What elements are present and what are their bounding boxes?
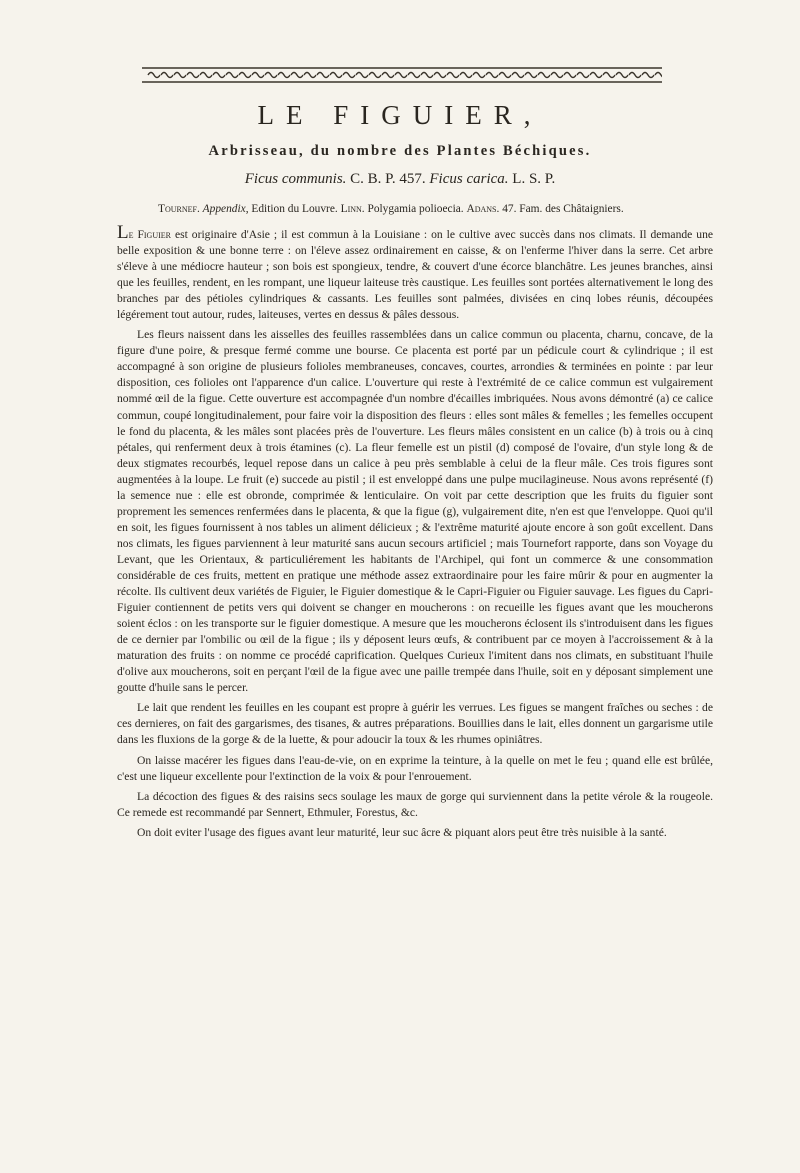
ornament-motif — [174, 73, 186, 78]
ornament-motif — [278, 73, 290, 78]
ornament-motif — [161, 73, 173, 78]
latin-names — [0, 171, 800, 188]
ornament-motif — [603, 73, 615, 78]
page-subtitle: Arbrisseau, du nombre des Plantes Béchiques. — [208, 143, 592, 159]
ornament-motif — [395, 73, 407, 78]
ornament-motif — [330, 73, 342, 78]
ornament-motif — [291, 73, 303, 78]
ref-adans-detail: 47. Fam. des Châtaigniers. — [502, 203, 624, 215]
ornament-motif — [213, 73, 225, 78]
paragraph-1 — [117, 223, 713, 323]
ornament-motif — [655, 73, 662, 78]
body-text — [117, 223, 713, 845]
paragraph-1-text: est originaire d'Asie ; il est commun à la Louisiane : on le cultive avec succès dans nos climats. Il demande une belle exposition & une bonne terre : on l'éleve assez ordinairement en caisse, & on l'enferme l'hiver dans la serre. Cet arbre s'éleve à une médiocre hauteur ; son bois est spongieux, tendre, & couvert d'une écorce blanchâtre. Les jeunes branches, ainsi que les feuilles, rendent, en les rompant, une liqueur laiteuse très caustique. Les feuilles sont portées alternativement le long des branches par des pétioles cylindriques & cassants. Les feuilles sont palmées, divisées en cinq lobes réunis, découpées légérement tout autour, rudes, laiteuses, vertes en dessus & pâles dessous. — [117, 228, 714, 322]
ornament-motif — [265, 73, 277, 78]
ornament-motif — [642, 73, 654, 78]
paragraph-6: On doit eviter l'usage des figues avant leur maturité, leur suc âcre & piquant alors peut être très nuisible à la santé. — [137, 825, 667, 839]
ornament-motif — [512, 73, 524, 78]
paragraph-1-lead: e Figuier — [128, 228, 172, 241]
ornament-motif — [252, 73, 264, 78]
ornament-motif — [421, 73, 433, 78]
ornament-motif — [577, 73, 589, 78]
ref-edition: , Edition du Louvre. — [245, 203, 341, 215]
ornament-motif — [239, 73, 251, 78]
ornament-motif — [538, 73, 550, 78]
paragraph-4: On laisse macérer les figues dans l'eau-de-vie, on en exprime la teinture, à la quelle on met le feu ; quand elle est brûlée, c'est une liqueur excellente pour l'extinction de la voix & pour l'enrouement. — [117, 753, 713, 783]
ornament-motif — [200, 73, 212, 78]
ornament-motif — [499, 73, 511, 78]
ornament-motif — [460, 73, 472, 78]
ornament-motif — [525, 73, 537, 78]
ornament-motif — [447, 73, 459, 78]
latin-ref-2: L. S. P. — [508, 171, 556, 187]
ornament-motif — [616, 73, 628, 78]
ornament-motif — [486, 73, 498, 78]
paragraph-5: La décoction des figues & des raisins secs soulage les maux de gorge qui surviennent dans la petite vérole & la rougeole. Ce remede est recommandé par Sennert, Ethmuler, Forestus, &c. — [117, 789, 713, 819]
ref-linn: Linn. — [340, 203, 368, 215]
bibliographic-references — [158, 203, 718, 215]
ornament-motif — [148, 73, 160, 78]
ornament-motif — [317, 73, 329, 78]
latin-ref-1: C. B. P. 457. — [346, 171, 430, 187]
drop-cap: L — [117, 222, 129, 243]
ref-tournef: Tournef. — [158, 203, 203, 215]
ornament-motif — [369, 73, 381, 78]
ref-appendix: Appendix — [202, 203, 246, 215]
ornament-motif — [551, 73, 563, 78]
ornament-motif — [473, 73, 485, 78]
ornament-motif — [304, 73, 316, 78]
ornament-motif — [629, 73, 641, 78]
ornament-motif — [187, 73, 199, 78]
ornament-motif — [356, 73, 368, 78]
ref-adans: Adans. — [466, 203, 503, 215]
ornament-motif — [343, 73, 355, 78]
latin-name-2: Ficus carica. — [429, 171, 509, 187]
ornament-motif — [590, 73, 602, 78]
ref-linn-class: Polygamia polioecia. — [367, 203, 467, 215]
paragraph-2: Les fleurs naissent dans les aisselles des feuilles rassemblées dans un calice commun ou placenta, charnu, concave, de la figure d'une poire, & presque fermé comme une bourse. Ce placenta est porté par un pédicule court & cylindrique ; il est accompagné à son origine de plusieurs folioles membraneuses, concaves, courtes, arrondies & terminées en pointe : par leur disposition, ces folioles ont l'apparence d'un calice. L'ouverture qui reste à l'extrémité de ce calice commun est vulgairement nommé œil de la figue. Cette ouverture est accompagnée d'un nombre d'écailles imbriquées. Nous avons démontré (a) ce calice commun, coupé longitudinalement, pour faire voir la disposition des fleurs : elles sont mâles & femelles ; les femelles occupent le fond du placenta, & les mâles sont placées près de l'ouverture. Les fleurs mâles consistent en un calice (b) à trois ou à cinq pétales, qui renferment deux à trois étamines (c). La fleur femelle est un pistil (d) composé de l'ovaire, d'un style long & de deux stigmates recourbés, lequel repose dans un calice à peu près semblable à celui de la fleur mâle. Ces trois figures sont augmentées à la loupe. Le fruit (e) succede au pistil ; il est enveloppé dans une pulpe mucilagineuse. Nous avons représenté (f) la semence nue : elle est obronde, comprimée & lenticulaire. On voit par cette description que les fruits du figuier sont proprement les semences renfermées dans le placenta, & que la figue (g), vulgairement dite, n'en est que l'enveloppe. Quoi qu'il en soit, les figues fournissent à nos tables un aliment délicieux ; & l'extrême maturité ajoute encore à son goût excellent. Dans nos climats, les figues parviennent à leur maturité sans aucun secours artificiel ; mais Tournefort rapporte, dans son Voyage du Levant, que les Orientaux, & particuliérement les habitants de l'Archipel, qui font un commerce & une consommation considérable de ces fruits, mettent en pratique une méthode assez extraordinaire pour les faire mûrir & pour en augmenter la récolte. Ils cultivent deux variétés de Figuier, le Figuier domestique & le Capri-Figuier ou Figuier sauvage. Les figues du Capri-Figuier contiennent de petits vers qui doivent se changer en moucherons : on recueille les figues avant que les moucherons soient éclos : on les transporte sur le figuier domestique. A mesure que les moucherons éclosent ils s'introduisent dans les figues de ce dernier par l'ombilic ou œil de la figue ; ils y déposent leurs œufs, & contribuent par ce moyen à l'accroissement & à la maturation des fruits : on nomme ce procédé caprification. Quelques Curieux l'imitent dans nos climats, en substituant l'huile d'olive aux moucherons, soit en perçant l'œil de la figue avec une paille trempée dans l'huile, soit en y déposant simplement une goutte d'huile sans le percer. — [117, 328, 713, 695]
ornament-motif — [564, 73, 576, 78]
latin-name-1: Ficus communis. — [244, 171, 347, 187]
paragraph-3: Le lait que rendent les feuilles en les coupant est propre à guérir les verrues. Les figues se mangent fraîches ou seches : de ces dernieres, on fait des gargarismes, des tisanes, & autres préparations. Bouillies dans le lait, elles donnent un gargarisme utile dans les fluxions de la gorge & de la luette, & pour adoucir la toux & les rhumes opiniâtres. — [117, 701, 713, 747]
ornamental-border — [142, 66, 662, 84]
ornament-motif — [226, 73, 238, 78]
ornament-motif — [408, 73, 420, 78]
ornament-motif — [382, 73, 394, 78]
page-title: LE FIGUIER, — [257, 100, 543, 130]
ornament-motif — [434, 73, 446, 78]
